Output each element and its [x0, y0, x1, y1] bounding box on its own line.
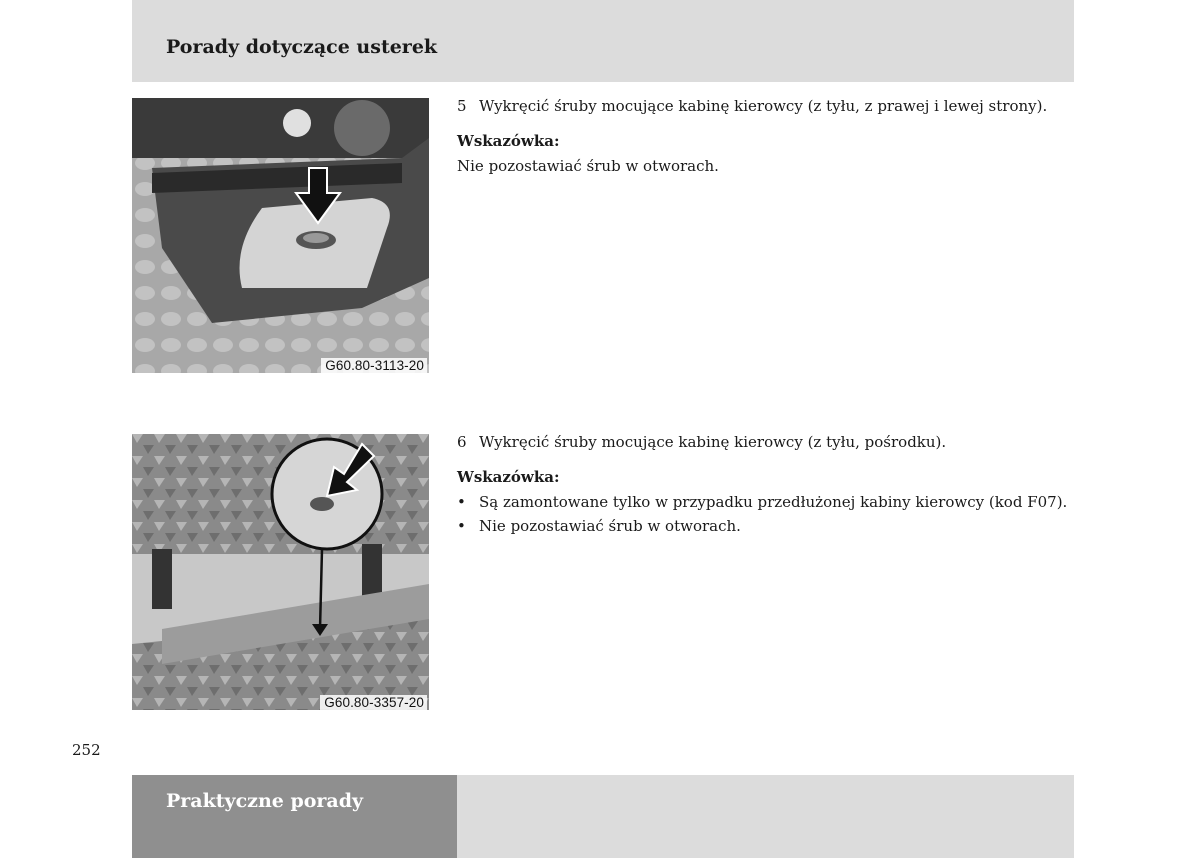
step-5-note-label: Wskazówka:: [457, 132, 560, 150]
bullet-icon: •: [457, 517, 466, 535]
step-6-number: 6: [457, 433, 467, 451]
figure-1-photo: [132, 98, 429, 373]
figure-2-illustration: [132, 434, 429, 710]
step-5-note-text: Nie pozostawiać śrub w otworach.: [457, 157, 719, 175]
figure-2-photo: [132, 434, 429, 710]
list-item-text: Są zamontowane tylko w przypadku przedłużonej kabiny kierowcy (kod F07).: [479, 493, 1068, 511]
step-6-text: Wykręcić śruby mocujące kabinę kierowcy (z tyłu, pośrodku).: [479, 433, 947, 451]
step-6-note-label: Wskazówka:: [457, 468, 560, 486]
footer-band: [457, 775, 1074, 858]
footer-section-title: Praktyczne porady: [166, 790, 364, 812]
step-5: [457, 96, 1047, 116]
bullet-icon: •: [457, 493, 466, 511]
step-5-number: 5: [457, 97, 467, 115]
figure-2-code: G60.80-3357-20: [320, 695, 427, 710]
list-item-text: Nie pozostawiać śrub w otworach.: [479, 517, 741, 535]
figure-1-illustration: [132, 98, 429, 373]
list-item: [457, 514, 1067, 538]
figure-1-code: G60.80-3113-20: [321, 358, 427, 373]
list-item: [457, 490, 1067, 514]
step-6-bullet-list: [457, 490, 1067, 538]
page-number: 252: [72, 741, 101, 759]
page-title: Porady dotyczące usterek: [166, 36, 438, 58]
footer-section-tab: [132, 775, 457, 858]
step-6: [457, 432, 946, 452]
step-5-text: Wykręcić śruby mocujące kabinę kierowcy (z tyłu, z prawej i lewej strony).: [479, 97, 1048, 115]
